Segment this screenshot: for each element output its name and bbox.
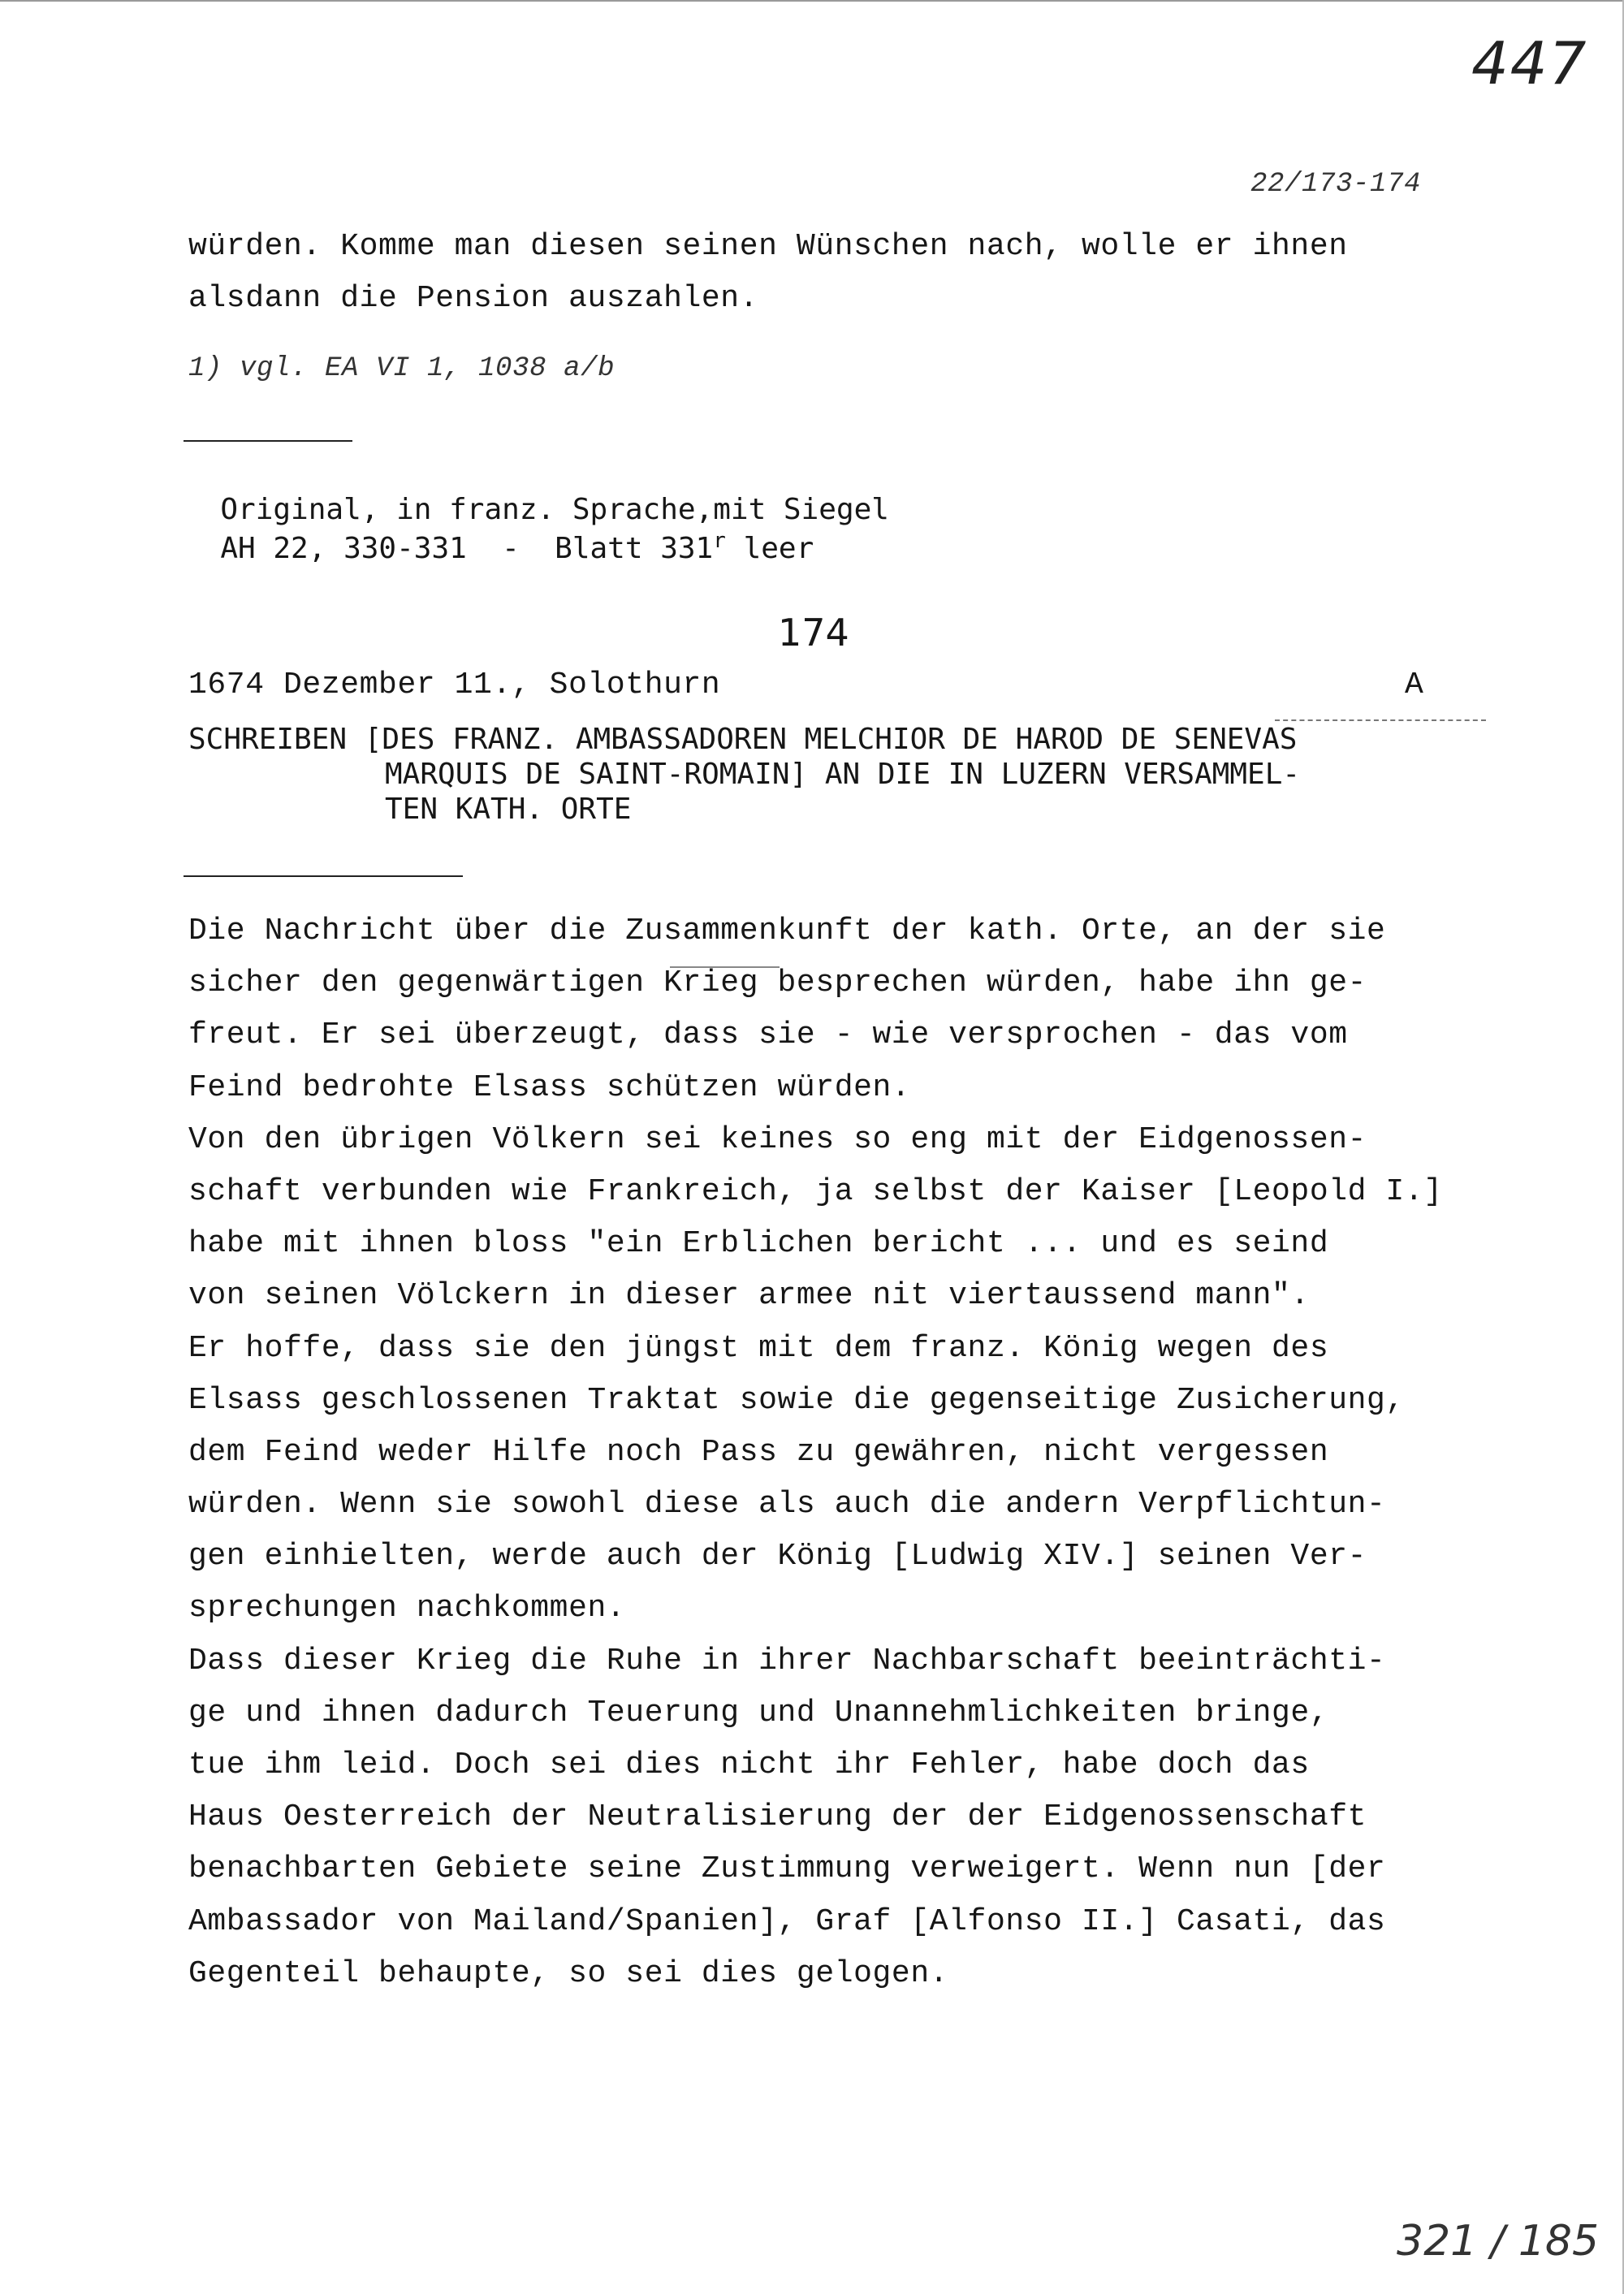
body-line: Er hoffe, dass sie den jüngst mit dem franz. König wegen des bbox=[188, 1330, 1329, 1366]
body-line: tue ihm leid. Doch sei dies nicht ihr Fehler, habe doch das bbox=[188, 1748, 1310, 1782]
body-text bbox=[188, 905, 1504, 2000]
body-line: dem Feind weder Hilfe noch Pass zu gewähren, nicht vergessen bbox=[188, 1434, 1329, 1470]
body-line: Feind bedrohte Elsass schützen würden. bbox=[188, 1069, 911, 1105]
body-line: Dass dieser Krieg die Ruhe in ihrer Nachbarschaft beeinträchti- bbox=[188, 1643, 1386, 1678]
body-line: Haus Oesterreich der Neutralisierung der der Eidgenossenschaft bbox=[188, 1799, 1367, 1835]
body-line: Gegenteil behaupte, so sei dies gelogen. bbox=[188, 1955, 949, 1991]
carryover-line: würden. Komme man diesen seinen Wünschen nach, wolle er ihnen bbox=[188, 229, 1348, 264]
source-line1-pre: Original, in franz. Sprache, bbox=[220, 493, 714, 526]
document-title-line: MARQUIS DE SAINT-ROMAIN] AN DIE IN LUZERN VERSAMMEL- bbox=[385, 758, 1301, 791]
body-line: Elsass geschlossenen Traktat sowie die gegenseitige Zusicherung, bbox=[188, 1382, 1405, 1418]
handwritten-page-number: 447 bbox=[1471, 29, 1588, 97]
footnote: 1) vgl. EA VI 1, 1038 a/b bbox=[188, 353, 615, 384]
handwritten-archive-number: 321 / 185 bbox=[1397, 2217, 1600, 2266]
date-place: 1674 Dezember 11., Solothurn bbox=[188, 667, 721, 702]
body-line: Von den übrigen Völkern sei keines so eng mit der Eidgenossen- bbox=[188, 1121, 1367, 1157]
body-line: sicher den gegenwärtigen Krieg besprechen würden, habe ihn ge- bbox=[188, 966, 1367, 1001]
footnote-separator bbox=[184, 440, 352, 442]
body-line: würden. Wenn sie sowohl diese als auch die andern Verpflichtun- bbox=[188, 1487, 1386, 1523]
body-line: freut. Er sei überzeugt, dass sie - wie versprochen - das vom bbox=[188, 1017, 1348, 1053]
body-line: habe mit ihnen bloss "ein Erblichen bericht ... und es seind bbox=[188, 1226, 1329, 1262]
source-line1-post: mit Siegel bbox=[713, 493, 889, 526]
body-line: benachbarten Gebiete seine Zustimmung verweigert. Wenn nun [der bbox=[188, 1851, 1386, 1887]
document-title-line: TEN KATH. ORTE bbox=[385, 793, 632, 826]
carryover-text bbox=[188, 221, 1348, 325]
body-line: ge und ihnen dadurch Teuerung und Unannehmlichkeiten bringe, bbox=[188, 1695, 1329, 1730]
document-number: 174 bbox=[778, 611, 849, 655]
page-top-edge bbox=[0, 0, 1624, 2]
body-line: gen einhielten, werde auch der König [Ludwig XIV.] seinen Ver- bbox=[188, 1539, 1367, 1575]
edition-marker: A bbox=[1405, 667, 1424, 702]
source-line2-post: leer bbox=[725, 532, 814, 565]
document-title-line: SCHREIBEN [DES FRANZ. AMBASSADOREN MELCHIOR DE HAROD DE SENEVAS bbox=[188, 723, 1298, 756]
body-line: von seinen Völckern in dieser armee nit viertaussend mann". bbox=[188, 1278, 1310, 1314]
body-line: Die Nachricht über die Zusammenkunft der kath. Orte, an der sie bbox=[188, 914, 1386, 948]
source-line2-pre: AH 22, 330-331 - Blatt 331 bbox=[220, 532, 714, 565]
body-line: Ambassador von Mailand/Spanien], Graf [Alfonso II.] Casati, das bbox=[188, 1903, 1386, 1939]
source-note-line bbox=[185, 495, 814, 565]
source-superscript: r bbox=[713, 529, 726, 553]
body-line: sprechungen nachkommen. bbox=[188, 1591, 626, 1627]
carryover-line: alsdann die Pension auszahlen. bbox=[188, 281, 759, 316]
pencil-mark bbox=[1275, 719, 1486, 721]
title-separator bbox=[184, 875, 463, 877]
document-reference: 22/173-174 bbox=[1250, 169, 1422, 200]
body-line: schaft verbunden wie Frankreich, ja selbst der Kaiser [Leopold I.] bbox=[188, 1173, 1443, 1209]
